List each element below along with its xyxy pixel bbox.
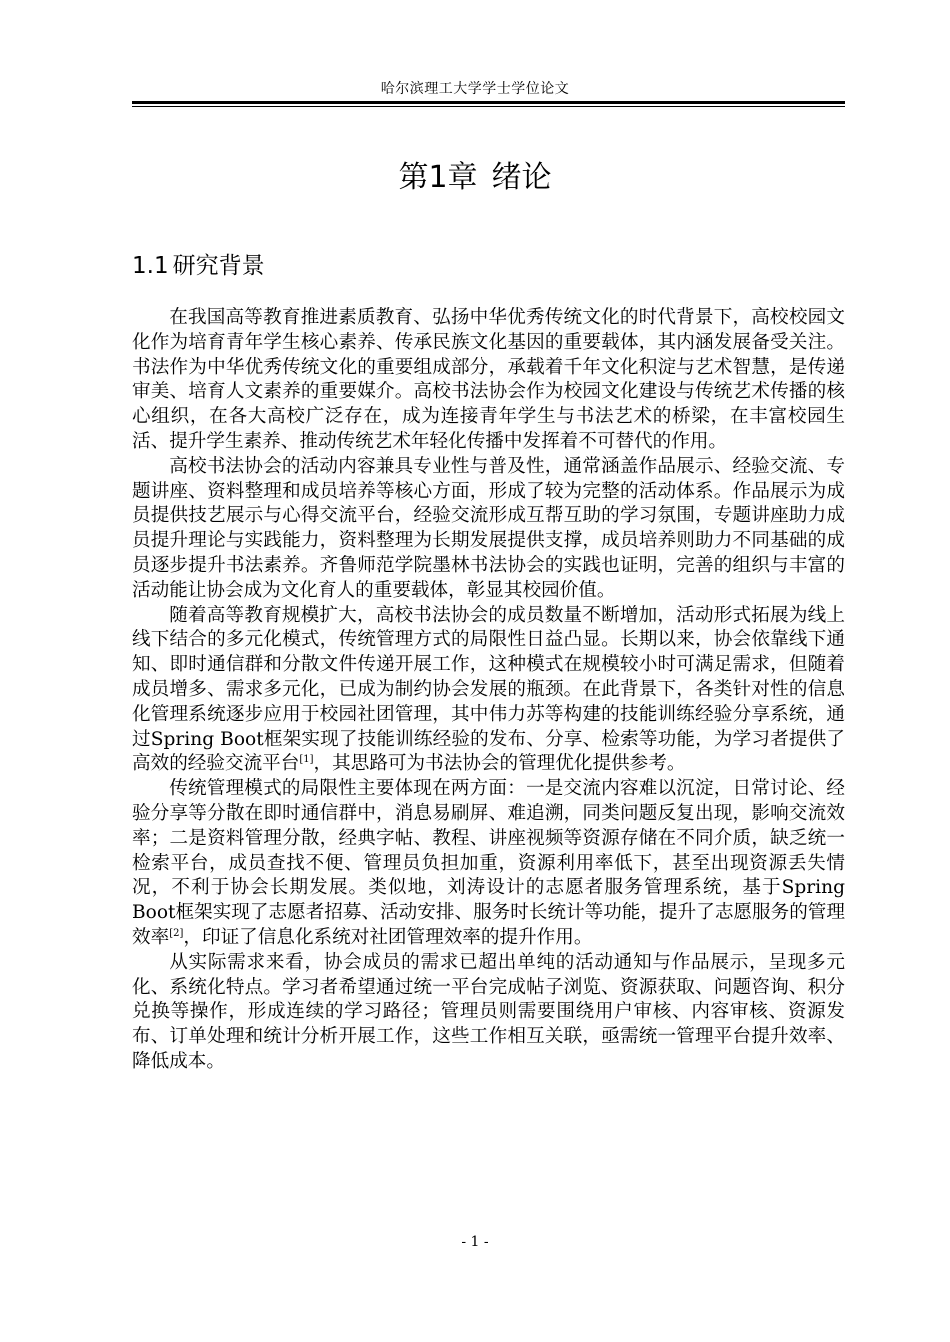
paragraph-text: 传统管理模式的局限性主要体现在两方面：一是交流内容难以沉淀，日常讨论、经验分享等分散在即时通信群中，消息易刷屏、难追溯，同类问题反复出现，影响交流效率；二是资料管理分散，经典字帖、教程、讲座视频等资源存储在不同介质，缺乏统一检索平台，成员查找不便、管理员负担加重，资源利用率低下，甚至出现资源丢失情况，不利于协会长期发展。类似地，刘涛设计的志愿者服务管理系统，基于Spring Boot框架实现了志愿者招募、活动安排、服务时长统计等功能，提升了志愿服务的管理效率	[132, 778, 845, 948]
paragraph-text: 随着高等教育规模扩大，高校书法协会的成员数量不断增加，活动形式拓展为线上线下结合的多元化模式，传统管理方式的局限性日益凸显。长期以来，协会依靠线下通知、即时通信群和分散文件传递开展工作，这种模式在规模较小时可满足需求，但随着成员增多、需求多元化，已成为制约协会发展的瓶颈。在此背景下，各类针对性的信息化管理系统逐步应用于校园社团管理，其中伟力苏等构建的技能训练经验分享系统，通过Spring Boot框架实现了技能训练经验的发布、分享、检索等功能，为学习者提供了高效的经验交流平台	[132, 604, 845, 775]
header-rule-thick	[132, 101, 845, 104]
section-number: 1.1	[132, 253, 169, 279]
paragraph-text-tail: ，印证了信息化系统对社团管理效率的提升作用。	[183, 926, 593, 948]
paragraph-3	[132, 604, 845, 778]
paragraph-text-tail: ，其思路可为书法协会的管理优化提供参考。	[313, 753, 686, 775]
paragraph-2	[132, 455, 845, 604]
section-title: 研究背景	[172, 253, 265, 279]
paragraph-text: 在我国高等教育推进素质教育、弘扬中华优秀传统文化的时代背景下，高校校园文化作为培育青年学生核心素养、传承民族文化基因的重要载体，其内涵发展备受关注。书法作为中华优秀传统文化的重要组成部分，承载着千年文化积淀与艺术智慧，是传递审美、培育人文素养的重要媒介。高校书法协会作为校园文化建设与传统艺术传播的核心组织，在各大高校广泛存在，成为连接青年学生与书法艺术的桥梁，在丰富校园生活、提升学生素养、推动传统艺术年轻化传播中发挥着不可替代的作用。	[132, 307, 845, 452]
body-text	[132, 306, 845, 1075]
page-number: - 1 -	[461, 1234, 489, 1250]
chapter-title: 绪论	[491, 160, 552, 195]
header-rule-thin	[132, 106, 845, 107]
section-heading	[132, 247, 265, 280]
paragraph-1	[132, 306, 845, 455]
paragraph-text: 高校书法协会的活动内容兼具专业性与普及性，通常涵盖作品展示、经验交流、专题讲座、资料整理和成员培养等核心方面，形成了较为完整的活动体系。作品展示为成员提供技艺展示与心得交流平台，经验交流形成互帮互助的学习氛围，专题讲座助力成员提升理论与实践能力，资料整理为长期发展提供支撑，成员培养则助力不同基础的成员逐步提升书法素养。齐鲁师范学院墨林书法协会的实践也证明，完善的组织与丰富的活动能让协会成为文化育人的重要载体，彰显其校园价值。	[132, 455, 845, 601]
running-header: 哈尔滨理工大学学士学位论文	[380, 81, 570, 97]
chapter-number: 第1章	[398, 160, 478, 195]
citation-ref[interactable]: [2]	[169, 927, 184, 939]
chapter-heading	[0, 152, 950, 196]
paragraph-4	[132, 777, 845, 951]
paragraph-text: 从实际需求来看，协会成员的需求已超出单纯的活动通知与作品展示，呈现多元化、系统化特点。学习者希望通过统一平台完成帖子浏览、资源获取、问题咨询、积分兑换等操作，形成连续的学习路径；管理员则需要围绕用户审核、内容审核、资源发布、订单处理和统计分析开展工作，这些工作相互关联，亟需统一管理平台提升效率、降低成本。	[132, 951, 845, 1072]
citation-ref[interactable]: [1]	[299, 754, 314, 766]
paragraph-5	[132, 951, 845, 1075]
